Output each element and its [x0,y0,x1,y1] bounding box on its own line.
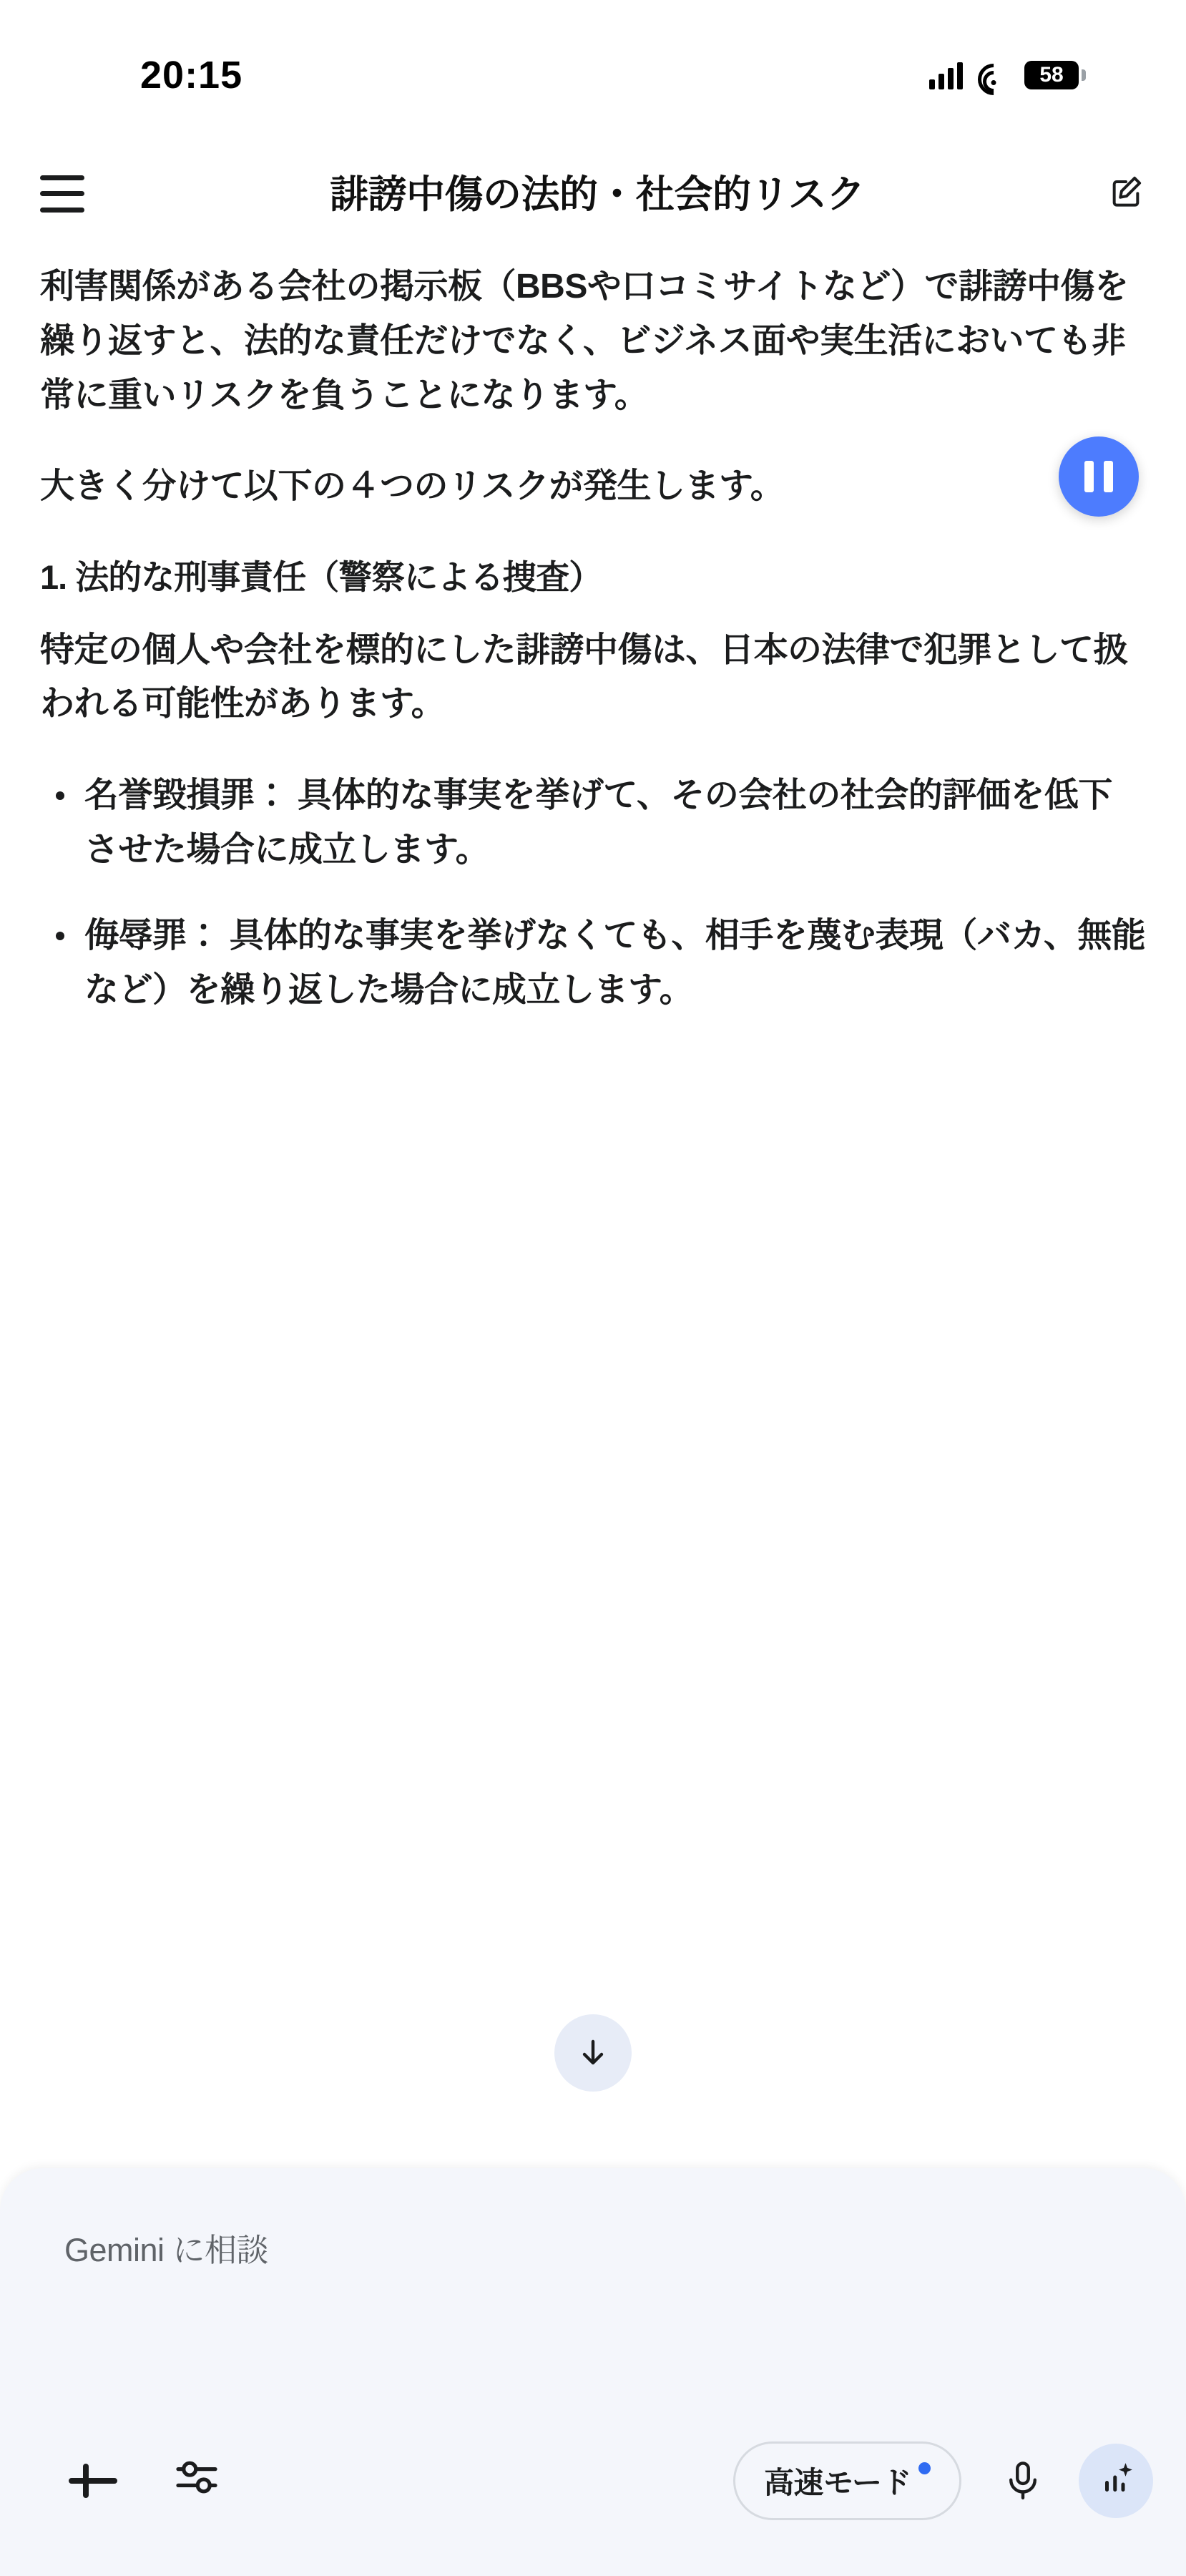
tools-toggle-icon[interactable] [169,2449,235,2512]
conversation-body [0,240,1186,2256]
mode-label: 高速モード [764,2466,911,2499]
response-paragraph: 特定の個人や会社を標的にした誹謗中傷は、日本の法律で犯罪として扱われる可能性があります。 [40,630,1128,723]
response-paragraph: 利害関係がある会社の掲示板（BBSや口コミサイトなど）で誹謗中傷を繰り返すと、法的な責任だけでなく、ビジネス面や実生活においても非常に重いリスクを負うことになります。 [40,268,1129,414]
add-attachment-icon[interactable] [62,2449,124,2512]
cellular-signal-icon [929,61,963,89]
response-paragraph: 大きく分けて以下の４つのリスクが発生します。 [40,467,785,506]
status-bar [0,0,1186,143]
response-heading: 1. 法的な刑事責任（警察による捜査） [40,558,602,597]
gemini-live-icon[interactable] [1079,2444,1153,2518]
page-title: 誹謗中傷の法的・社会的リスク [330,173,865,216]
microphone-icon[interactable] [986,2444,1060,2518]
list-item: 侮辱罪： 具体的な事実を挙げなくても、相手を蔑む表現（バカ、無能など）を繰り返した場合に成立します。 [40,909,1146,1018]
wifi-icon [977,62,1010,88]
list-item: 名誉毀損罪： 具体的な事実を挙げて、その会社の社会的評価を低下させた場合に成立します。 [40,769,1146,877]
message-input[interactable]: Gemini に相談 [64,2232,269,2268]
composer-bar [0,2168,1186,2576]
app-header [0,143,1186,240]
battery-icon: 58 [1024,61,1079,89]
pause-playback-button[interactable] [1059,436,1139,517]
new-chat-icon[interactable] [1106,172,1146,212]
mode-status-dot [918,2462,931,2474]
response-bullet-list [40,769,1146,1017]
scroll-to-bottom-button[interactable] [554,2014,632,2092]
mode-selector-chip[interactable] [733,2441,961,2520]
status-indicators [929,61,1079,89]
composer-actions [33,2441,1153,2520]
hamburger-menu-icon[interactable] [40,171,89,213]
status-time: 20:15 [140,54,243,97]
